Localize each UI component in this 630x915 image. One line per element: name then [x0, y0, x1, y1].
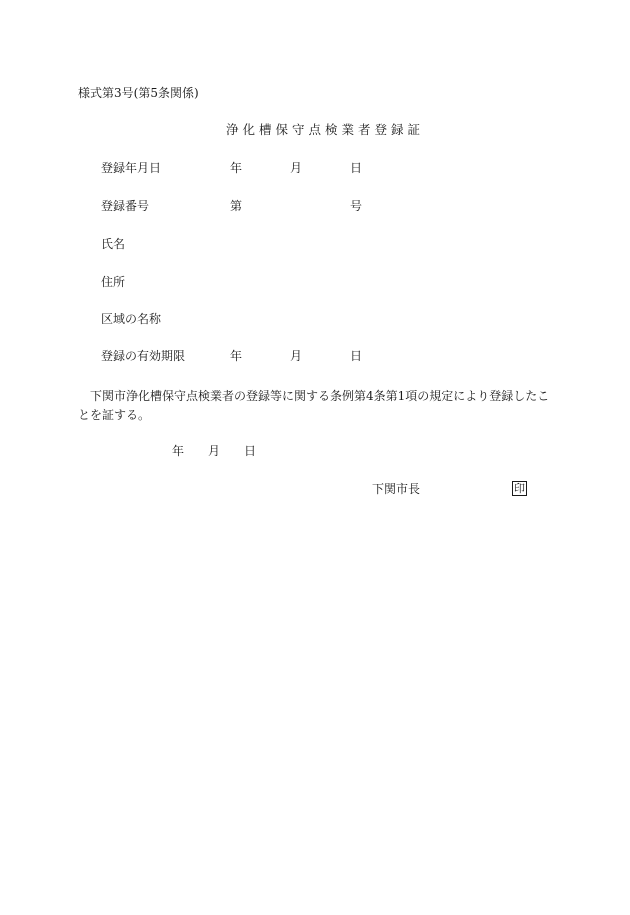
seal-icon: 印 — [514, 482, 525, 495]
address-label: 住所 — [101, 275, 126, 289]
document-title: 浄化槽保守点検業者登録証 — [226, 122, 425, 137]
seal-mark — [512, 481, 527, 496]
validity-period-day-unit: 日 — [350, 349, 363, 363]
registration-number-label: 登録番号 — [101, 199, 150, 213]
registration-date-year-unit: 年 — [230, 161, 243, 175]
validity-period-month-unit: 月 — [290, 349, 303, 363]
issue-date-year-unit: 年 — [172, 444, 185, 458]
issuer-name: 下関市長 — [372, 482, 421, 496]
registration-date-label: 登録年月日 — [101, 161, 162, 175]
certification-text: 下関市浄化槽保守点検業者の登録等に関する条例第4条第1項の規定により登録したことを証する。 — [78, 389, 550, 422]
issue-date-day-unit: 日 — [244, 444, 257, 458]
registration-date-day-unit: 日 — [350, 161, 363, 175]
registration-number-suffix: 号 — [350, 199, 363, 213]
form-number: 様式第3号(第5条関係) — [78, 86, 199, 100]
issue-date-month-unit: 月 — [208, 444, 221, 458]
name-label: 氏名 — [101, 237, 126, 251]
registration-date-month-unit: 月 — [290, 161, 303, 175]
validity-period-year-unit: 年 — [230, 349, 243, 363]
validity-period-label: 登録の有効期限 — [101, 349, 186, 363]
area-name-label: 区域の名称 — [101, 312, 162, 326]
registration-number-prefix: 第 — [230, 199, 243, 213]
